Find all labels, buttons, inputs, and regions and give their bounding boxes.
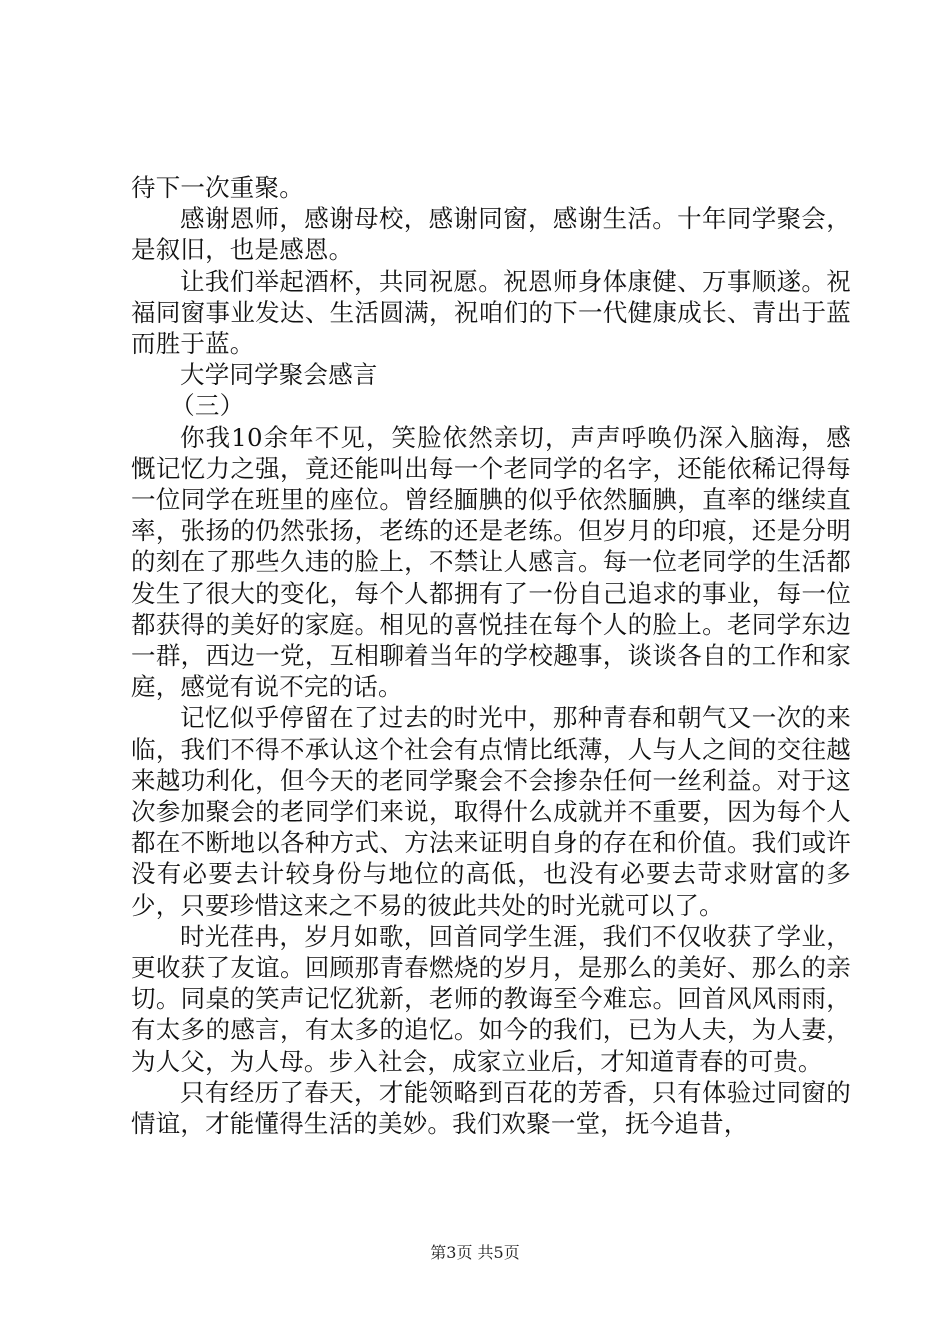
paragraph-4: 你我10余年不见，笑脸依然亲切，声声呼唤仍深入脑海，感慨记忆力之强，竟还能叫出每一个老同学的名字，还能依稀记得每一位同学在班里的座位。曾经腼腆的似乎依然腼腆，直率的继续直率，张扬的仍然张扬，老练的还是老练。但岁月的印痕，还是分明的刻在了那些久违的脸上，不禁让人感言。每一位老同学的生活都发生了很大的变化，每个人都拥有了一份自己追求的事业，每一位都获得的美好的家庭。相见的喜悦挂在每个人的脸上。老同学东边一群，西边一党，互相聊着当年的学校趣事，谈谈各自的工作和家庭，感觉有说不完的话。 xyxy=(131,422,851,702)
document-body xyxy=(131,172,851,1139)
paragraph-6: 时光荏冉，岁月如歌，回首同学生涯，我们不仅收获了学业，更收获了友谊。回顾那青春燃烧的岁月，是那么的美好、那么的亲切。同桌的笑声记忆犹新，老师的教诲至今难忘。回首风风雨雨，有太多的感言，有太多的追忆。如今的我们，已为人夫，为人妻，为人父，为人母。步入社会，成家立业后，才知道青春的可贵。 xyxy=(131,921,851,1076)
section-number: （三） xyxy=(170,391,245,421)
paragraph-1: 待下一次重聚。 xyxy=(131,173,304,202)
section-title: 大学同学聚会感言 xyxy=(180,360,378,390)
paragraph-5: 记忆似乎停留在了过去的时光中，那种青春和朝气又一次的来临，我们不得不承认这个社会有点情比纸薄，人与人之间的交往越来越功利化，但今天的老同学聚会不会掺杂任何一丝利益。对于这次参加聚会的老同学们来说，取得什么成就并不重要，因为每个人都在不断地以各种方式、方法来证明自身的存在和价值。我们或许没有必要去计较身份与地位的高低，也没有必要去苛求财富的多少，只要珍惜这来之不易的彼此共处的时光就可以了。 xyxy=(131,703,851,920)
paragraph-2: 感谢恩师，感谢母校，感谢同窗，感谢生活。十年同学聚会，是叙旧，也是感恩。 xyxy=(131,204,851,265)
paragraph-7: 只有经历了春天，才能领略到百花的芳香，只有体验过同窗的情谊，才能懂得生活的美妙。我们欢聚一堂，抚今追昔， xyxy=(131,1077,851,1139)
paragraph-3: 让我们举起酒杯，共同祝愿。祝恩师身体康健、万事顺遂。祝福同窗事业发达、生活圆满，祝咱们的下一代健康成长、青出于蓝而胜于蓝。 xyxy=(131,266,851,359)
page-footer: 第3页 共5页 xyxy=(430,1243,520,1262)
